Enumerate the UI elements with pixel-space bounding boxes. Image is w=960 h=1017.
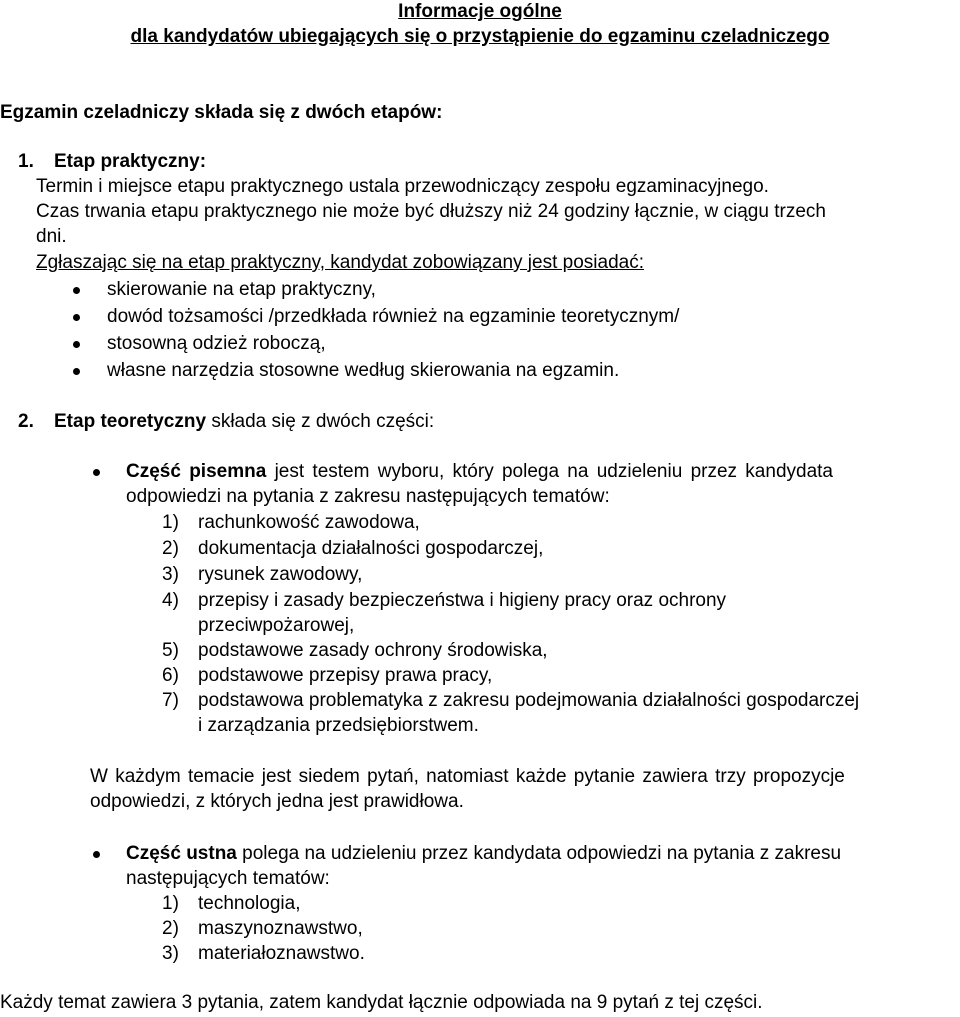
written-topic: 7) podstawowa problematyka z zakresu podejmowania działalności gospodarczej [162, 690, 860, 711]
written-topic: 3) rysunek zawodowy, [162, 564, 363, 585]
written-part-text: jest testem wyboru, który polega na udzieleniu przez kandydata [266, 461, 833, 482]
oral-part-line2: następujących tematów: [126, 868, 330, 889]
page-title: Informacje ogólne [398, 1, 562, 22]
written-topic: 2) dokumentacja działalności gospodarczej, [162, 538, 544, 559]
footer-text: Każdy temat zawiera 3 pytania, zatem kandydat łącznie odpowiada na 9 pytań z tej części. [0, 992, 763, 1013]
written-topic-cont: przeciwpożarowej, [198, 615, 355, 636]
bullet-icon [73, 368, 80, 375]
stage1-text-line1: Termin i miejsce etapu praktycznego ustala przewodniczący zespołu egzaminacyjnego. [36, 176, 769, 197]
written-note-line1: W każdym temacie jest siedem pytań, natomiast każde pytanie zawiera trzy propozycje [90, 766, 845, 787]
written-part-title: Część pisemna [126, 461, 267, 482]
written-topic: 4) przepisy i zasady bezpieczeństwa i higieny pracy oraz ochrony [162, 590, 727, 611]
stage2-number: 2. [18, 411, 34, 432]
bullet-icon [93, 469, 100, 476]
written-topic: 5) podstawowe zasady ochrony środowiska, [162, 640, 548, 661]
bullet-icon [73, 314, 80, 321]
stage1-heading: Etap praktyczny: [54, 151, 207, 172]
stage1-number: 1. [18, 151, 34, 172]
stage1-text-line3: dni. [36, 226, 67, 247]
stage1-text-line2: Czas trwania etapu praktycznego nie może być dłuższy niż 24 godziny łącznie, w ciągu trzech [36, 201, 826, 222]
intro-heading: Egzamin czeladniczy składa się z dwóch etapów: [0, 102, 443, 123]
oral-topic: 2) maszynoznawstwo, [162, 918, 363, 939]
requirement-item: własne narzędzia stosowne według skierowania na egzamin. [107, 360, 620, 381]
oral-topic: 3) materiałoznawstwo. [162, 943, 365, 964]
requirement-item: dowód tożsamości /przedkłada również na egzaminie teoretycznym/ [107, 306, 680, 327]
written-topic: 1) rachunkowość zawodowa, [162, 512, 420, 533]
bullet-icon [73, 287, 80, 294]
written-topic-cont: i zarządzania przedsiębiorstwem. [198, 715, 479, 736]
stage1-requirements-heading: Zgłaszając się na etap praktyczny, kandydat zobowiązany jest posiadać: [36, 252, 644, 273]
oral-part-title: Część ustna [126, 843, 237, 864]
oral-topic: 1) technologia, [162, 893, 301, 914]
written-note-line2: odpowiedzi, z których jedna jest prawidłowa. [90, 791, 464, 812]
oral-part-line1 [126, 842, 841, 866]
page-subtitle: dla kandydatów ubiegających się o przystąpienie do egzaminu czeladniczego [130, 26, 830, 47]
oral-part-text: polega na udzieleniu przez kandydata odpowiedzi na pytania z zakresu [236, 843, 842, 864]
requirement-item: stosowną odzież roboczą, [107, 333, 326, 354]
written-topic: 6) podstawowe przepisy prawa pracy, [162, 665, 493, 686]
bullet-icon [73, 341, 80, 348]
written-part-line2: odpowiedzi na pytania z zakresu następujących tematów: [126, 486, 610, 507]
requirement-item: skierowanie na etap praktyczny, [107, 279, 376, 300]
bullet-icon [93, 851, 100, 858]
stage2-heading: Etap teoretyczny [54, 411, 207, 432]
written-part-line1 [126, 460, 956, 484]
stage2-heading-line [54, 410, 434, 434]
stage2-heading-rest: składa się z dwóch części: [206, 411, 435, 432]
